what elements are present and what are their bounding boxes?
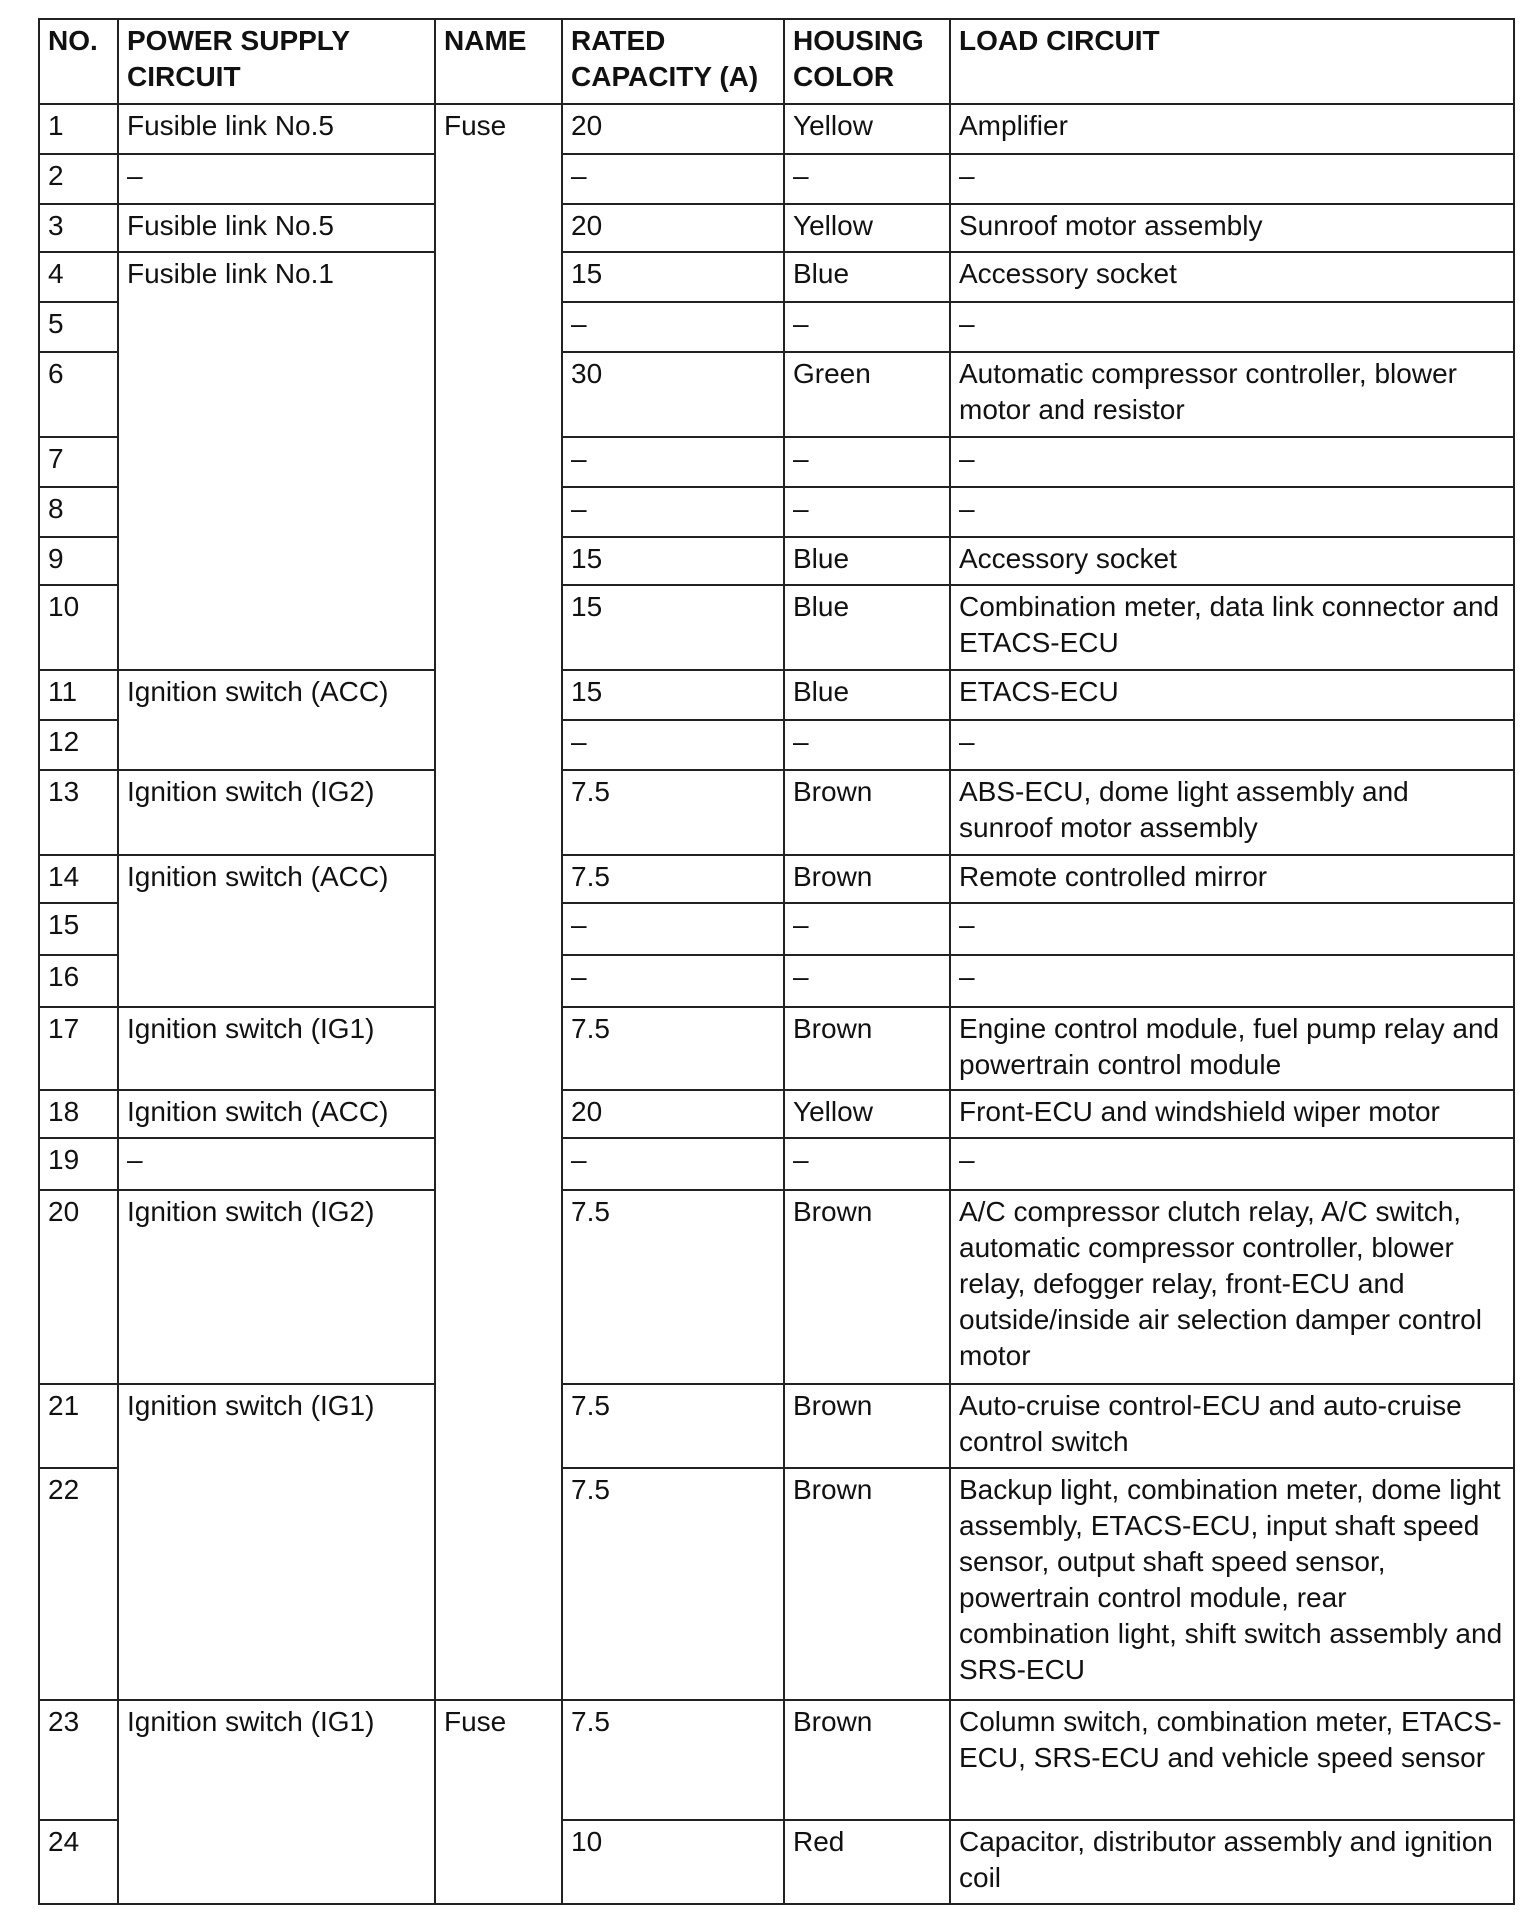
cell-capacity: – (562, 1138, 784, 1190)
cell-load: Engine control module, fuel pump relay and powertrain control module (950, 1007, 1514, 1090)
cell-no: 17 (39, 1007, 118, 1090)
header-rated-capacity: RATED CAPACITY (A) (562, 19, 784, 104)
cell-capacity: 7.5 (562, 1384, 784, 1468)
cell-load: Backup light, combination meter, dome light assembly, ETACS-ECU, input shaft speed sensor, output shaft speed sensor, powertrain control module, rear combination light, shift switch assembly and SRS-ECU (950, 1468, 1514, 1700)
cell-load: Auto-cruise control-ECU and auto-cruise control switch (950, 1384, 1514, 1468)
cell-color: Brown (784, 855, 950, 903)
table-row (39, 670, 1514, 720)
cell-capacity: 7.5 (562, 1700, 784, 1820)
cell-capacity: – (562, 437, 784, 487)
cell-load: – (950, 487, 1514, 537)
cell-capacity: 15 (562, 252, 784, 302)
cell-power-supply: Ignition switch (ACC) (118, 855, 435, 1007)
cell-load: – (950, 903, 1514, 955)
header-housing-color: HOUSING COLOR (784, 19, 950, 104)
cell-load: Capacitor, distributor assembly and ignition coil (950, 1820, 1514, 1904)
cell-no: 8 (39, 487, 118, 537)
fuse-table (38, 18, 1515, 1905)
header-power-supply-circuit: POWER SUPPLY CIRCUIT (118, 19, 435, 104)
cell-capacity: 7.5 (562, 1468, 784, 1700)
cell-power-supply: Fusible link No.5 (118, 104, 435, 154)
cell-capacity: 15 (562, 537, 784, 585)
cell-load: Sunroof motor assembly (950, 204, 1514, 252)
cell-no: 5 (39, 302, 118, 352)
table-row (39, 104, 1514, 154)
table-row (39, 1700, 1514, 1820)
cell-capacity: 10 (562, 1820, 784, 1904)
cell-load: Accessory socket (950, 537, 1514, 585)
cell-capacity: – (562, 720, 784, 770)
cell-no: 11 (39, 670, 118, 720)
cell-color: – (784, 302, 950, 352)
cell-color: – (784, 1138, 950, 1190)
cell-power-supply: Ignition switch (IG2) (118, 1190, 435, 1384)
cell-no: 16 (39, 955, 118, 1007)
cell-load: Automatic compressor controller, blower motor and resistor (950, 352, 1514, 437)
header-row (39, 19, 1514, 104)
cell-capacity: 15 (562, 585, 784, 670)
cell-color: Brown (784, 1384, 950, 1468)
cell-no: 10 (39, 585, 118, 670)
cell-load: A/C compressor clutch relay, A/C switch, automatic compressor controller, blower relay, defogger relay, front-ECU and outside/inside air selection damper control motor (950, 1190, 1514, 1384)
table-row (39, 204, 1514, 252)
cell-power-supply: – (118, 1138, 435, 1190)
cell-power-supply: Ignition switch (IG1) (118, 1384, 435, 1700)
cell-no: 21 (39, 1384, 118, 1468)
cell-no: 1 (39, 104, 118, 154)
cell-no: 20 (39, 1190, 118, 1384)
cell-capacity: 7.5 (562, 1190, 784, 1384)
table-row (39, 1007, 1514, 1090)
cell-capacity: 15 (562, 670, 784, 720)
cell-no: 24 (39, 1820, 118, 1904)
cell-capacity: 30 (562, 352, 784, 437)
cell-color: – (784, 437, 950, 487)
cell-name: Fuse (435, 104, 562, 1700)
cell-no: 18 (39, 1090, 118, 1138)
table-row (39, 1384, 1514, 1468)
cell-load: – (950, 955, 1514, 1007)
cell-load: – (950, 437, 1514, 487)
cell-load: ABS-ECU, dome light assembly and sunroof motor assembly (950, 770, 1514, 855)
table-row (39, 1138, 1514, 1190)
cell-capacity: 7.5 (562, 770, 784, 855)
cell-load: Amplifier (950, 104, 1514, 154)
cell-power-supply: Ignition switch (ACC) (118, 670, 435, 770)
cell-no: 14 (39, 855, 118, 903)
cell-color: Brown (784, 1007, 950, 1090)
header-name: NAME (435, 19, 562, 104)
cell-color: Blue (784, 670, 950, 720)
table-row (39, 154, 1514, 204)
cell-load: – (950, 154, 1514, 204)
cell-load: Column switch, combination meter, ETACS-ECU, SRS-ECU and vehicle speed sensor (950, 1700, 1514, 1820)
table-row (39, 1190, 1514, 1384)
cell-color: Brown (784, 1468, 950, 1700)
table-row (39, 252, 1514, 302)
cell-load: ETACS-ECU (950, 670, 1514, 720)
cell-no: 2 (39, 154, 118, 204)
cell-power-supply: Fusible link No.1 (118, 252, 435, 670)
cell-color: Blue (784, 252, 950, 302)
cell-capacity: 7.5 (562, 855, 784, 903)
cell-color: Brown (784, 1190, 950, 1384)
cell-no: 9 (39, 537, 118, 585)
cell-load: Remote controlled mirror (950, 855, 1514, 903)
cell-capacity: – (562, 302, 784, 352)
cell-color: Yellow (784, 104, 950, 154)
cell-color: – (784, 720, 950, 770)
cell-no: 7 (39, 437, 118, 487)
cell-power-supply: – (118, 154, 435, 204)
cell-power-supply: Ignition switch (IG1) (118, 1007, 435, 1090)
header-load-circuit: LOAD CIRCUIT (950, 19, 1514, 104)
cell-load: – (950, 302, 1514, 352)
cell-load: Accessory socket (950, 252, 1514, 302)
cell-no: 13 (39, 770, 118, 855)
cell-capacity: 20 (562, 104, 784, 154)
cell-capacity: 20 (562, 204, 784, 252)
header-no: NO. (39, 19, 118, 104)
cell-no: 3 (39, 204, 118, 252)
cell-power-supply: Ignition switch (ACC) (118, 1090, 435, 1138)
cell-color: Yellow (784, 1090, 950, 1138)
cell-no: 12 (39, 720, 118, 770)
cell-color: – (784, 903, 950, 955)
cell-color: Yellow (784, 204, 950, 252)
cell-capacity: – (562, 487, 784, 537)
cell-no: 23 (39, 1700, 118, 1820)
table-row (39, 1090, 1514, 1138)
cell-no: 15 (39, 903, 118, 955)
cell-capacity: – (562, 955, 784, 1007)
table-row (39, 855, 1514, 903)
cell-no: 19 (39, 1138, 118, 1190)
cell-color: – (784, 955, 950, 1007)
cell-capacity: – (562, 154, 784, 204)
cell-color: – (784, 487, 950, 537)
cell-power-supply: Fusible link No.5 (118, 204, 435, 252)
cell-color: Brown (784, 1700, 950, 1820)
cell-color: Blue (784, 585, 950, 670)
cell-load: Front-ECU and windshield wiper motor (950, 1090, 1514, 1138)
cell-load: – (950, 1138, 1514, 1190)
cell-capacity: – (562, 903, 784, 955)
cell-load: Combination meter, data link connector and ETACS-ECU (950, 585, 1514, 670)
cell-no: 22 (39, 1468, 118, 1700)
cell-color: Blue (784, 537, 950, 585)
cell-no: 4 (39, 252, 118, 302)
cell-color: – (784, 154, 950, 204)
cell-power-supply: Ignition switch (IG2) (118, 770, 435, 855)
cell-color: Green (784, 352, 950, 437)
cell-load: – (950, 720, 1514, 770)
cell-capacity: 20 (562, 1090, 784, 1138)
cell-color: Brown (784, 770, 950, 855)
cell-power-supply: Ignition switch (IG1) (118, 1700, 435, 1904)
cell-color: Red (784, 1820, 950, 1904)
cell-no: 6 (39, 352, 118, 437)
table-row (39, 770, 1514, 855)
cell-capacity: 7.5 (562, 1007, 784, 1090)
cell-name: Fuse (435, 1700, 562, 1904)
